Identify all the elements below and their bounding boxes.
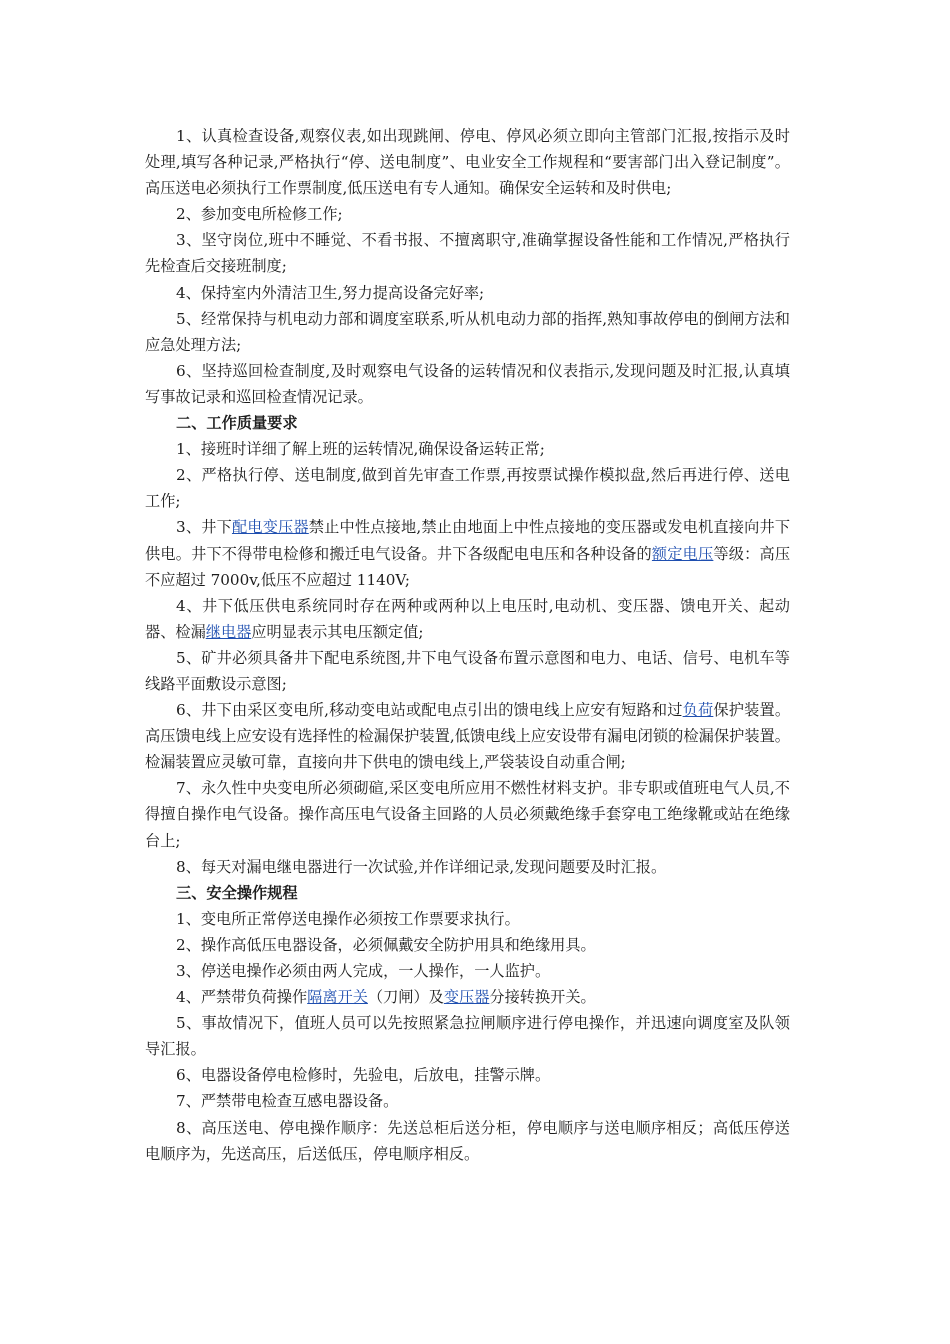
paragraph-text: 2、操作高低压电器设备，必须佩戴安全防护用具和绝缘用具。 (176, 935, 596, 954)
paragraph-text: 5、事故情况下，值班人员可以先按照紧急拉闸顺序进行停电操作，并迅速向调度室及队领导汇报。 (145, 1014, 790, 1059)
paragraph (145, 201, 790, 227)
paragraph-text: 4、保持室内外清洁卫生,努力提高设备完好率; (176, 283, 485, 302)
paragraph-text: 8、每天对漏电继电器进行一次试验,并作详细记录,发现问题要及时汇报。 (176, 857, 667, 876)
paragraph (145, 358, 790, 410)
paragraph (145, 984, 790, 1010)
paragraph-text: 1、接班时详细了解上班的运转情况,确保设备运转正常; (176, 440, 545, 459)
paragraph (145, 227, 790, 279)
paragraph (145, 1062, 790, 1088)
paragraph-text: 6、井下由采区变电所,移动变电站或配电点引出的馈电线上应安有短路和过 (176, 701, 683, 720)
paragraph-text: 5、矿井必须具备井下配电系统图,井下电气设备布置示意图和电力、电话、信号、电机车等线路平面敷设示意图; (145, 648, 790, 693)
paragraph-text: 3、停送电操作必须由两人完成，一人操作，一人监护。 (176, 962, 551, 980)
paragraph-text: 7、永久性中央变电所必须砌碹,采区变电所应用不燃性材料支护。非专职或值班电气人员,不得擅自操作电气设备。操作高压电气设备主回路的人员必须戴绝缘手套穿电工绝缘靴或站在绝缘台上; (145, 779, 790, 850)
paragraph-text: 禁止中性点接地,禁止由地面上中性点接地的变压器或发电机直接向井下供电。井下不得带电检修和搬迁电气设备。井下各级配电电压和各种设备的 (145, 518, 791, 563)
paragraph (145, 958, 790, 984)
paragraph-text: 2、参加变电所检修工作; (176, 205, 343, 224)
section-heading (145, 880, 790, 906)
paragraph (145, 1010, 790, 1062)
paragraph-text: 5、经常保持与机电动力部和调度室联系,听从机电动力部的指挥,熟知事故停电的倒闸方法和应急处理方法; (145, 309, 790, 354)
paragraph-text: （刀闸）及 (367, 988, 444, 1007)
keyword-link[interactable]: 隔离开关 (307, 988, 368, 1007)
paragraph (145, 123, 790, 201)
paragraph (145, 1088, 790, 1114)
paragraph (145, 462, 790, 514)
paragraph-text: 3、井下 (176, 518, 232, 537)
keyword-link[interactable]: 负荷 (682, 701, 714, 720)
paragraph-text: 6、电器设备停电检修时，先验电，后放电，挂警示牌。 (176, 1066, 551, 1085)
paragraph-text: 二、工作质量要求 (176, 414, 298, 433)
paragraph-text: 3、坚守岗位,班中不睡觉、不看书报、不擅离职守,准确掌握设备性能和工作情况,严格执行先检查后交接班制度; (145, 231, 790, 276)
paragraph-text: 应明显表示其电压额定值; (251, 622, 424, 641)
paragraph (145, 775, 790, 853)
keyword-link[interactable]: 配电变压器 (231, 518, 309, 537)
paragraph-text: 1、认真检查设备,观察仪表,如出现跳闸、停电、停风必须立即向主管部门汇报,按指示及时处理,填写各种记录,严格执行“停、送电制度”、电业安全工作规程和“要害部门出入登记制度”。高压送电必须执行工作票制度,低压送电有专人通知。确保安全运转和及时供电; (145, 127, 790, 198)
paragraph-text: 4、严禁带负荷操作 (176, 988, 308, 1007)
paragraph (145, 593, 790, 645)
paragraph (145, 280, 790, 306)
paragraph (145, 645, 790, 697)
paragraph (145, 854, 790, 880)
paragraph-text: 7、严禁带电检查互感电器设备。 (176, 1092, 399, 1111)
paragraph (145, 436, 790, 462)
keyword-link[interactable]: 变压器 (443, 988, 490, 1007)
paragraph-text: 等级：高压不应超过 7000v,低压不应超过 1140V; (145, 544, 791, 589)
paragraph-text: 1、变电所正常停送电操作必须按工作票要求执行。 (176, 909, 520, 928)
document-body (145, 123, 790, 1167)
paragraph-text: 保护装置。高压馈电线上应安设有选择性的检漏保护装置,低馈电线上应安设带有漏电闭锁的检漏保护装置。检漏装置应灵敏可靠，直接向井下供电的馈电线上,严袋装设自动重合闸; (145, 701, 790, 772)
paragraph-text: 三、安全操作规程 (176, 883, 298, 902)
paragraph-text: 分接转换开关。 (489, 988, 596, 1007)
paragraph-text: 6、坚持巡回检查制度,及时观察电气设备的运转情况和仪表指示,发现问题及时汇报,认真填写事故记录和巡回检查情况记录。 (145, 361, 790, 406)
paragraph (145, 1115, 790, 1167)
paragraph (145, 306, 790, 358)
paragraph-text: 2、严格执行停、送电制度,做到首先审查工作票,再按票试操作模拟盘,然后再进行停、送电工作; (145, 466, 790, 511)
keyword-link[interactable]: 额定电压 (651, 544, 714, 563)
keyword-link[interactable]: 继电器 (205, 622, 252, 641)
section-heading (145, 410, 790, 436)
paragraph-text: 8、高压送电、停电操作顺序：先送总柜后送分柜，停电顺序与送电顺序相反；高低压停送电顺序为，先送高压，后送低压，停电顺序相反。 (145, 1118, 790, 1163)
paragraph (145, 697, 790, 775)
paragraph-text: 4、井下低压供电系统同时存在两种或两种以上电压时,电动机、变压器、馈电开关、起动器、检漏 (145, 596, 790, 641)
paragraph (145, 514, 790, 592)
paragraph (145, 906, 790, 932)
paragraph (145, 932, 790, 958)
